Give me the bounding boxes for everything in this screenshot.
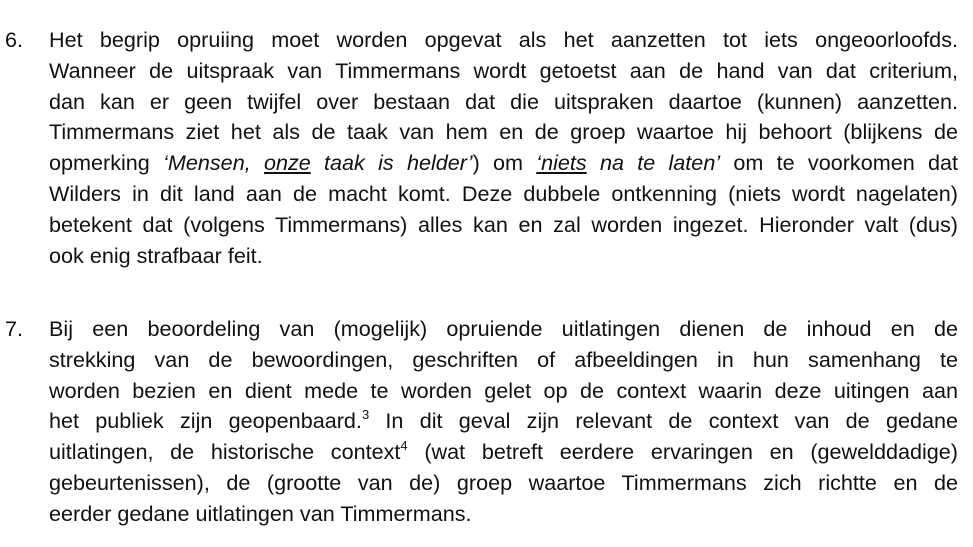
text-line-with-footnote (49, 406, 958, 437)
paragraph-number: 7. (5, 316, 24, 341)
text-line: strekking van de bewoordingen, geschriften of afbeeldingen in hun samenhang te (49, 346, 958, 372)
paragraph-number: 6. (5, 27, 24, 52)
text-line: Het begrip opruiing moet worden opgevat als het aanzetten tot iets ongeoorloofds. (49, 27, 958, 52)
text-line: Wilders in dit land aan de macht komt. Deze dubbele ontkenning (niets wordt nagelaten) (49, 180, 958, 206)
text-run: uitlatingen, de historische context (49, 439, 401, 465)
quote-italic-underlined: ‘ (536, 150, 542, 176)
text-line: Timmermans ziet het als de taak van hem en de groep waartoe hij behoort (blijkens de (49, 119, 958, 145)
text-line: eerder gedane uitlatingen van Timmermans. (49, 500, 472, 526)
text-run: ) om (472, 150, 537, 176)
text-line: dan kan er geen twijfel over bestaan dat die uitspraken daartoe (kunnen) aanzetten. (49, 88, 958, 114)
text-line: worden bezien en dient mede te worden gelet op de context waarin deze uitingen aan (49, 377, 958, 403)
footnote-marker[interactable]: 4 (400, 438, 408, 454)
paragraph-body (49, 314, 958, 530)
text-line: Bij een beoordeling van (mogelijk) opruiende uitlatingen dienen de inhoud en de (49, 316, 958, 341)
quote-italic: na te laten’ (586, 150, 721, 176)
text-run: (wat betreft eerdere ervaringen en (gewelddadige) (407, 439, 958, 465)
quote-italic: taak is helder’ (310, 150, 473, 176)
paragraph-body (49, 25, 958, 271)
footnote-marker[interactable]: 3 (361, 407, 370, 423)
text-run: In dit geval zijn relevant de context van de gedane (369, 408, 958, 434)
text-run: opmerking (49, 150, 164, 176)
quote-italic: ‘Mensen, (163, 150, 264, 176)
text-run: om te voorkomen dat (720, 150, 958, 176)
text-line: betekent dat (volgens Timmermans) alles kan en zal worden ingezet. Hieronder valt (dus) (49, 211, 958, 237)
text-line-with-quotes (49, 148, 958, 179)
text-line: ook enig strafbaar feit. (49, 242, 263, 268)
text-run: het publiek zijn geopenbaard. (49, 408, 362, 434)
text-line: gebeurtenissen), de (grootte van de) groep waartoe Timmermans zich richtte en de (49, 469, 958, 495)
text-line-with-footnote (49, 437, 958, 468)
text-line: Wanneer de uitspraak van Timmermans wordt getoetst aan de hand van dat criterium, (49, 57, 958, 83)
quote-italic-underlined: onze (263, 150, 311, 176)
quote-italic-underlined: niets (541, 150, 587, 176)
